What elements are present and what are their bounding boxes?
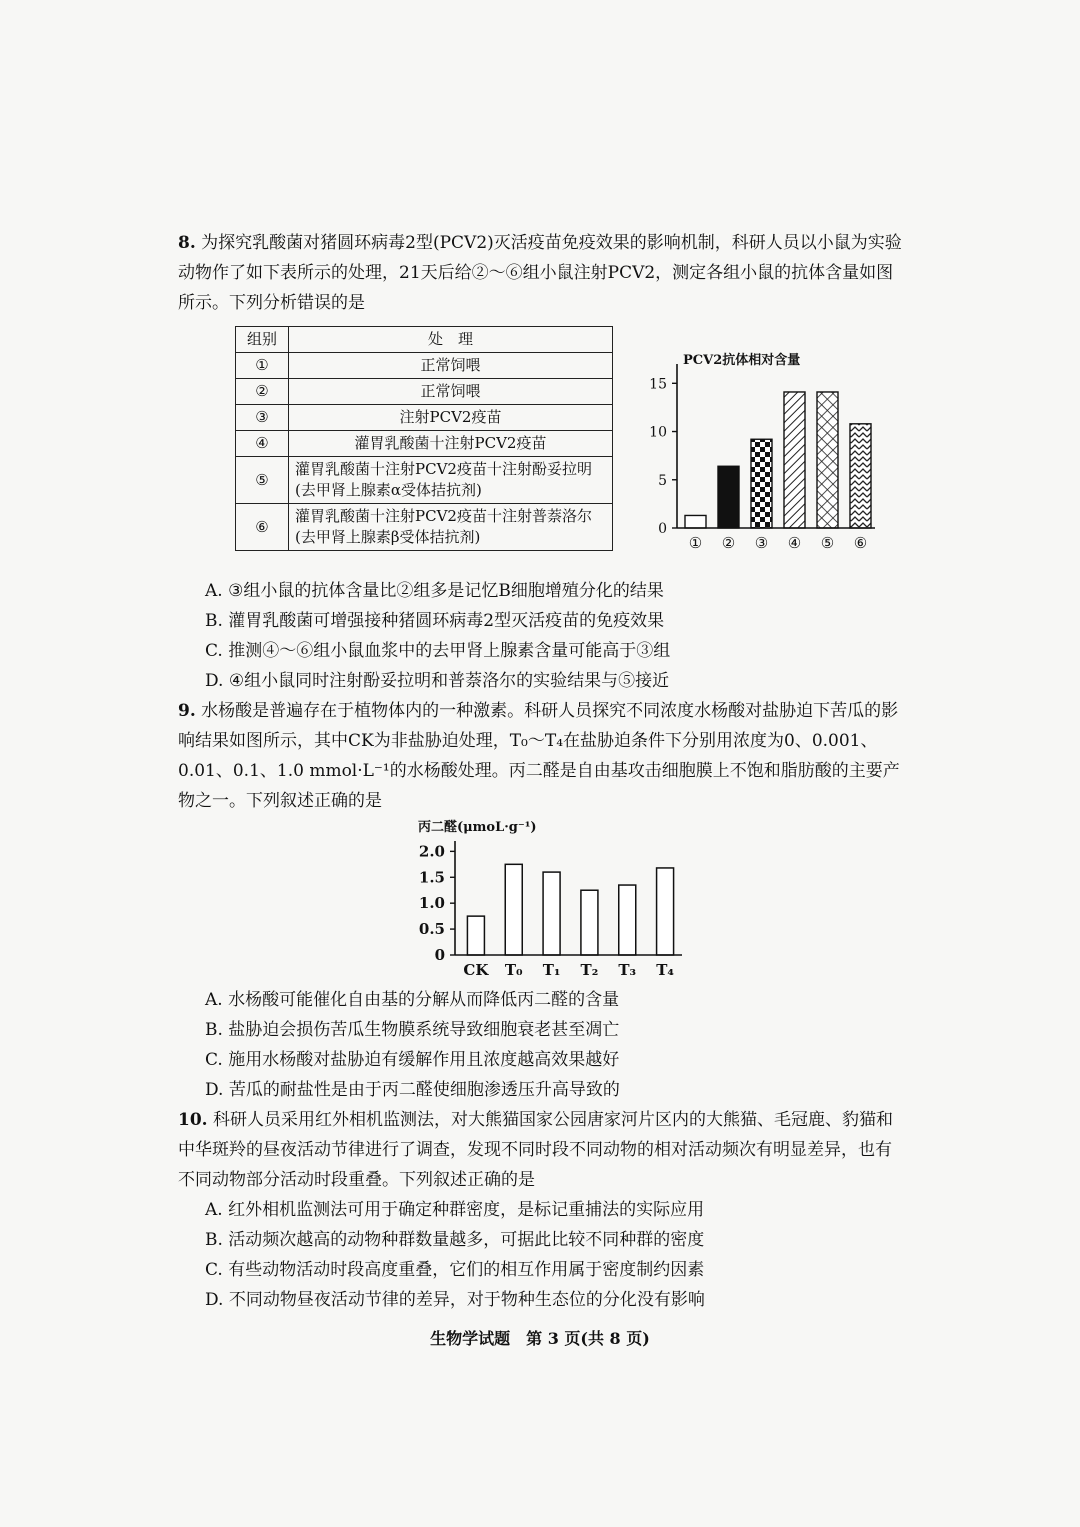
table-cell-treatment: 正常饲喂: [289, 379, 613, 405]
option-a: A. ③组小鼠的抗体含量比②组多是记忆B细胞增殖分化的结果: [205, 581, 664, 601]
bar: [543, 872, 560, 955]
table-cell-treatment: 注射PCV2疫苗: [289, 405, 613, 431]
question-stem: 水杨酸是普遍存在于植物体内的一种激素。科研人员探究不同浓度水杨酸对盐胁迫下苦瓜的影响结果如图所示，其中CK为非盐胁迫处理，T₀～T₄在盐胁迫条件下分别用浓度为0、0.001、0.01、0.1、1.0 mmol·L⁻¹的水杨酸处理。丙二醛是自由基攻击细胞膜上不饱和脂肪酸的主要产物之一。下列叙述正确的是: [178, 701, 900, 811]
option-b: B. 灌胃乳酸菌可增强接种猪圆环病毒2型灭活疫苗的免疫效果: [205, 611, 665, 631]
x-tick-label: ⑥: [853, 534, 868, 552]
bar: [467, 916, 484, 955]
option-a: A. 红外相机监测法可用于确定种群密度，是标记重捕法的实际应用: [205, 1200, 705, 1220]
y-tick-label: 0: [658, 521, 667, 537]
option-b: B. 盐胁迫会损伤苦瓜生物膜系统导致细胞衰老甚至凋亡: [205, 1020, 620, 1040]
option-a: A. 水杨酸可能催化自由基的分解从而降低丙二醛的含量: [205, 990, 620, 1010]
table-row: [236, 405, 613, 431]
table-row: [236, 457, 613, 504]
y-tick-label: 5: [658, 472, 667, 489]
x-tick-label: T₃: [618, 961, 637, 979]
option-d: D. ④组小鼠同时注射酚妥拉明和普萘洛尔的实验结果与⑤接近: [205, 671, 670, 691]
option-c: C. 推测④～⑥组小鼠血浆中的去甲肾上腺素含量可能高于③组: [205, 641, 671, 661]
option-c: C. 施用水杨酸对盐胁迫有缓解作用且浓度越高效果越好: [205, 1050, 620, 1070]
bar: [619, 885, 636, 955]
option-c: C. 有些动物活动时段高度重叠，它们的相互作用属于密度制约因素: [205, 1260, 705, 1280]
question-9: [178, 696, 908, 816]
table-cell-treatment: 灌胃乳酸菌十注射PCV2疫苗十注射普萘洛尔(去甲肾上腺素β受体拮抗剂): [289, 504, 613, 551]
chart-ylabel: 丙二醛(μmoL·g⁻¹): [418, 820, 537, 835]
question-stem: 为探究乳酸菌对猪圆环病毒2型(PCV2)灭活疫苗免疫效果的影响机制，科研人员以小鼠为实验动物作了如下表所示的处理，21天后给②～⑥组小鼠注射PCV2，测定各组小鼠的抗体含量如图所示。下列分析错误的是: [178, 233, 902, 313]
bar: [817, 392, 838, 528]
y-tick-label: 1.0: [418, 894, 445, 913]
table-cell-group: ①: [236, 353, 289, 379]
question-10: [178, 1105, 908, 1195]
bar: [718, 466, 739, 528]
y-tick-label: 0: [434, 946, 445, 964]
question-stem: 科研人员采用红外相机监测法，对大熊猫国家公园唐家河片区内的大熊猫、毛冠鹿、豹猫和中华斑羚的昼夜活动节律进行了调查，发现不同时段不同动物的相对活动频次有明显差异，也有不同动物部分活动时段重叠。下列叙述正确的是: [178, 1110, 893, 1190]
table-cell-treatment: 灌胃乳酸菌十注射PCV2疫苗: [289, 431, 613, 457]
y-tick-label: 1.5: [418, 868, 445, 887]
bar: [685, 515, 706, 528]
bar: [505, 864, 522, 955]
bar: [751, 439, 772, 528]
y-tick-label: 10: [649, 424, 667, 441]
table-row: [236, 431, 613, 457]
table-cell-group: ③: [236, 405, 289, 431]
y-tick-label: 0.5: [418, 920, 445, 939]
y-tick-label: 15: [649, 376, 667, 393]
chart-title: PCV2抗体相对含量: [683, 353, 801, 368]
table-row: [236, 353, 613, 379]
x-tick-label: ④: [787, 534, 802, 552]
question-number: 9.: [178, 701, 196, 721]
x-tick-label: T₀: [504, 961, 523, 979]
table-cell-group: ②: [236, 379, 289, 405]
table-cell-group: ④: [236, 431, 289, 457]
table-cell-treatment: 灌胃乳酸菌十注射PCV2疫苗十注射酚妥拉明(去甲肾上腺素α受体拮抗剂): [289, 457, 613, 504]
x-tick-label: ⑤: [820, 534, 835, 552]
mda-bar-chart: [410, 813, 710, 983]
x-tick-label: ①: [688, 534, 703, 552]
table-cell-group: ⑤: [236, 457, 289, 504]
x-tick-label: ③: [754, 534, 769, 552]
table-row: [236, 379, 613, 405]
question-number: 10.: [178, 1110, 208, 1130]
x-tick-label: T₁: [542, 961, 561, 979]
question-number: 8.: [178, 233, 196, 253]
question-8: [178, 228, 908, 318]
option-b: B. 活动频次越高的动物种群数量越多，可据此比较不同种群的密度: [205, 1230, 705, 1250]
table-row: [236, 504, 613, 551]
table-cell-treatment: 正常饲喂: [289, 353, 613, 379]
table-header-treatment: 处 理: [289, 327, 613, 353]
page-footer: 生物学试题 第 3 页(共 8 页): [430, 1329, 650, 1348]
bar: [784, 392, 805, 528]
x-tick-label: ②: [721, 534, 736, 552]
y-tick-label: 2.0: [418, 842, 445, 861]
option-d: D. 苦瓜的耐盐性是由于丙二醛使细胞渗透压升高导致的: [205, 1080, 620, 1100]
x-tick-label: T₄: [656, 961, 674, 979]
antibody-bar-chart: [635, 342, 895, 562]
x-tick-label: CK: [463, 961, 489, 979]
bar: [657, 868, 674, 955]
table-header-group: 组别: [236, 327, 289, 353]
option-d: D. 不同动物昼夜活动节律的差异，对于物种生态位的分化没有影响: [205, 1290, 705, 1310]
treatment-table: [235, 326, 613, 551]
bar: [850, 424, 871, 528]
x-tick-label: T₂: [580, 961, 599, 979]
table-cell-group: ⑥: [236, 504, 289, 551]
bar: [581, 890, 598, 955]
